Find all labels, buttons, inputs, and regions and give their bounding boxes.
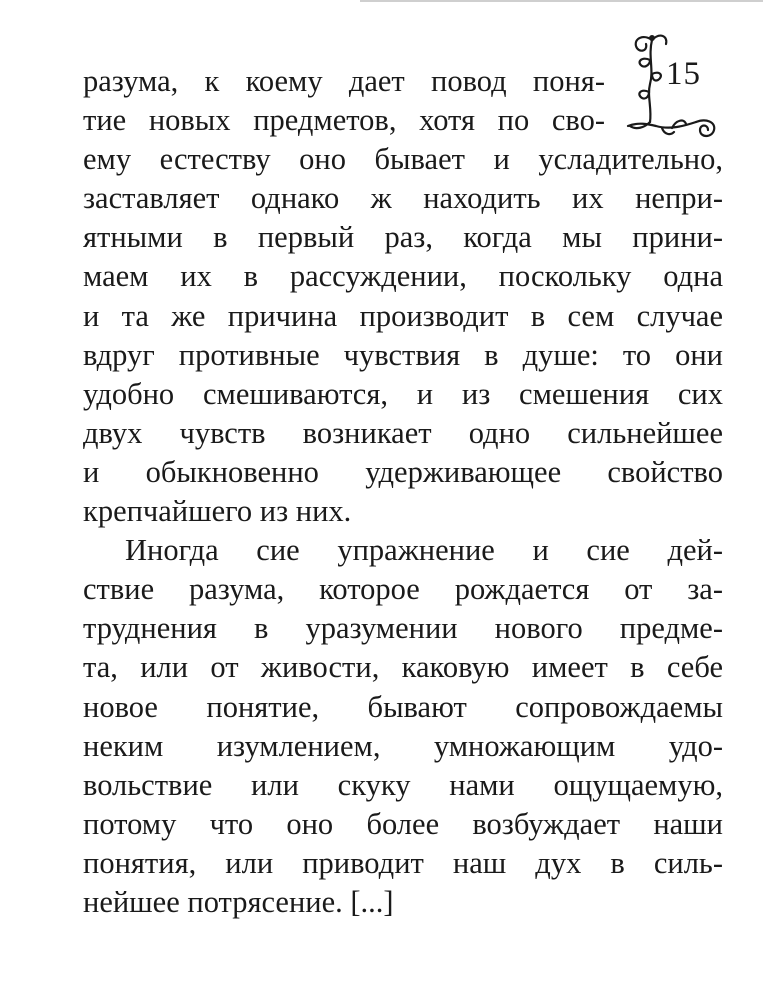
text-line: удобно смешиваются, и из смешения сих [83, 376, 723, 411]
text-line: та, или от живости, каковую имеет в себе [83, 650, 723, 685]
text-line: и та же причина производит в сем случае [83, 298, 723, 333]
text-line: вдруг противные чувствия в душе: то они [83, 337, 723, 372]
text-line: тие новых предметов, хотя по сво- [83, 103, 605, 138]
text-line: заставляет однако ж находить их непри- [83, 181, 723, 216]
body-text [83, 62, 723, 922]
text-line: и обыкновенно удерживающее свойство [83, 454, 723, 489]
text-line: маем их в рассуждении, поскольку одна [83, 259, 723, 294]
top-edge-rule [360, 0, 763, 2]
text-line: ятными в первый раз, когда мы прини- [83, 220, 723, 255]
text-line: крепчайшего из них. [83, 494, 352, 529]
paragraph-1 [83, 62, 723, 531]
text-line: разума, к коему дает повод поня- [83, 64, 605, 98]
text-line: новое понятие, бывают сопровождаемы [83, 689, 723, 724]
paragraph-2 [83, 531, 723, 922]
text-line: ствие разума, которое рождается от за- [83, 572, 723, 607]
text-line: неким изумлением, умножающим удо- [83, 728, 723, 763]
text-line: вольствие или скуку нами ощущаемую, [83, 767, 723, 802]
text-line: нейшее потрясение. [...] [83, 884, 394, 919]
text-line: понятия, или приводит наш дух в силь- [83, 845, 723, 880]
text-line: Иногда сие упражнение и сие дей- [125, 533, 723, 568]
text-line: двух чувств возникает одно сильнейшее [83, 415, 723, 450]
text-line: потому что оно более возбуждает наши [83, 806, 723, 841]
page-number: 15 [666, 56, 701, 92]
text-line: труднения в уразумении нового предме- [83, 611, 723, 646]
text-line: ему естеству оно бывает и усладительно, [83, 142, 723, 177]
